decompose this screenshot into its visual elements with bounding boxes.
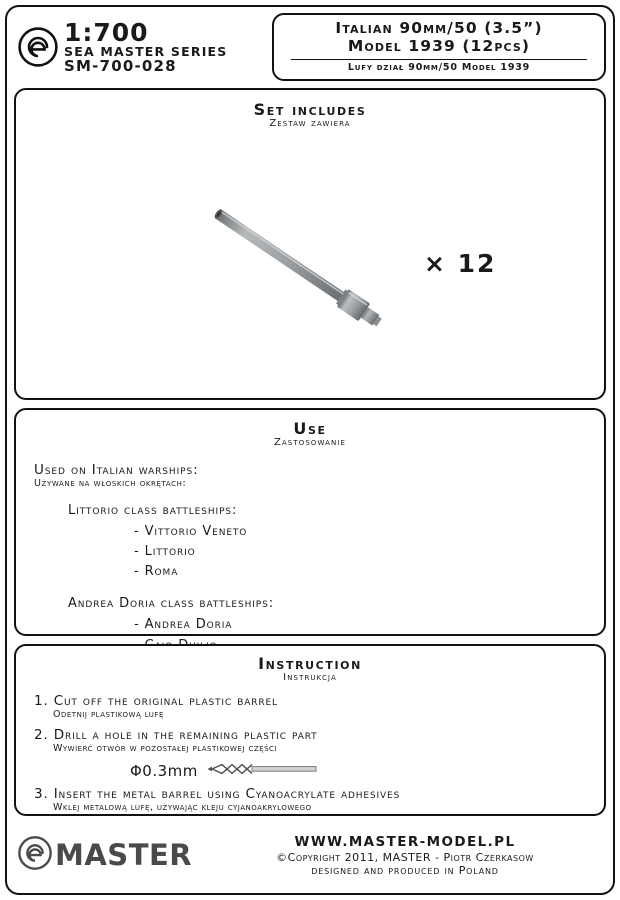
- instruction-step-en: 3. Insert the metal barrel using Cyanoacrylate adhesives: [34, 786, 401, 802]
- use-panel: [14, 408, 606, 636]
- made-in-text: designed and produced in Poland: [311, 863, 499, 877]
- title-box: [272, 13, 606, 81]
- instruction-step: [34, 727, 604, 754]
- set-includes-panel: [14, 88, 606, 400]
- use-body: [16, 448, 604, 656]
- instruction-step-en: 2. Drill a hole in the remaining plastic part: [34, 727, 318, 743]
- instruction-panel: [14, 644, 606, 816]
- drill-diameter-label: Φ0.3mm: [130, 761, 198, 780]
- header: [14, 13, 606, 81]
- spiral-logo-icon: [18, 27, 58, 67]
- drill-spec-row: [34, 761, 604, 780]
- instruction-step: [34, 786, 604, 813]
- instruction-step-en: 1. Cut off the original plastic barrel: [34, 693, 278, 709]
- instruction-step-pl: Odetnij plastikową lufę: [53, 709, 164, 720]
- use-group-title: Andrea Doria class battleships:: [68, 596, 275, 612]
- instruction-step-pl: Wywierć otwór w pozostałej plastikowej części: [53, 743, 277, 754]
- list-item: - Andrea Doria: [134, 617, 233, 633]
- instruction-subtitle: Instrukcja: [283, 672, 337, 683]
- quantity-label: × 12: [424, 249, 497, 278]
- footer-info: [210, 834, 606, 877]
- title-divider: [291, 59, 586, 60]
- title-line-2: Model 1939 (12pcs): [347, 37, 531, 56]
- use-intro-en: Used on Italian warships:: [34, 462, 199, 478]
- series-label: SEA MASTER SERIES: [64, 43, 228, 59]
- spiral-logo-icon: [18, 836, 52, 874]
- gun-barrel-part-icon: [168, 151, 408, 371]
- instruction-step-pl: Wklej metalową lufę, używając kleju cyjanoakrylowego: [53, 802, 312, 813]
- use-group: [34, 503, 604, 582]
- instruction-body: [16, 683, 604, 813]
- part-illustration-area: [16, 129, 604, 381]
- set-includes-title: Set includes: [253, 100, 367, 119]
- title-line-1: Italian 90mm/50 (3.5”): [335, 19, 543, 37]
- use-subtitle: Zastosowanie: [273, 437, 347, 448]
- header-brand-block: [14, 13, 272, 81]
- list-item: - Vittorio Veneto: [134, 524, 248, 539]
- list-item: - Littorio: [134, 544, 196, 560]
- website-link[interactable]: WWW.MASTER-MODEL.PL: [294, 833, 516, 850]
- brand-name: MASTER: [55, 838, 193, 872]
- set-includes-subtitle: Zestaw zawiera: [269, 118, 351, 129]
- use-title: Use: [293, 419, 327, 438]
- instruction-title: Instruction: [258, 654, 362, 673]
- use-group-items: [68, 522, 604, 582]
- product-code: SM-700-028: [64, 57, 177, 76]
- use-group-title: Littorio class battleships:: [68, 503, 238, 518]
- use-intro-pl: Używane na włoskich okrętach:: [34, 478, 187, 489]
- drill-bit-icon: [206, 761, 322, 780]
- footer-brand-block: [14, 836, 210, 874]
- list-item: - Roma: [134, 564, 179, 580]
- footer: [14, 824, 606, 886]
- scale-label: 1:700: [64, 17, 149, 47]
- instruction-step: [34, 693, 604, 720]
- title-subtitle: Lufy dział 90mm/50 Model 1939: [347, 61, 531, 73]
- copyright-text: ©Copyright 2011, MASTER - Piotr Czerkasow: [276, 850, 534, 864]
